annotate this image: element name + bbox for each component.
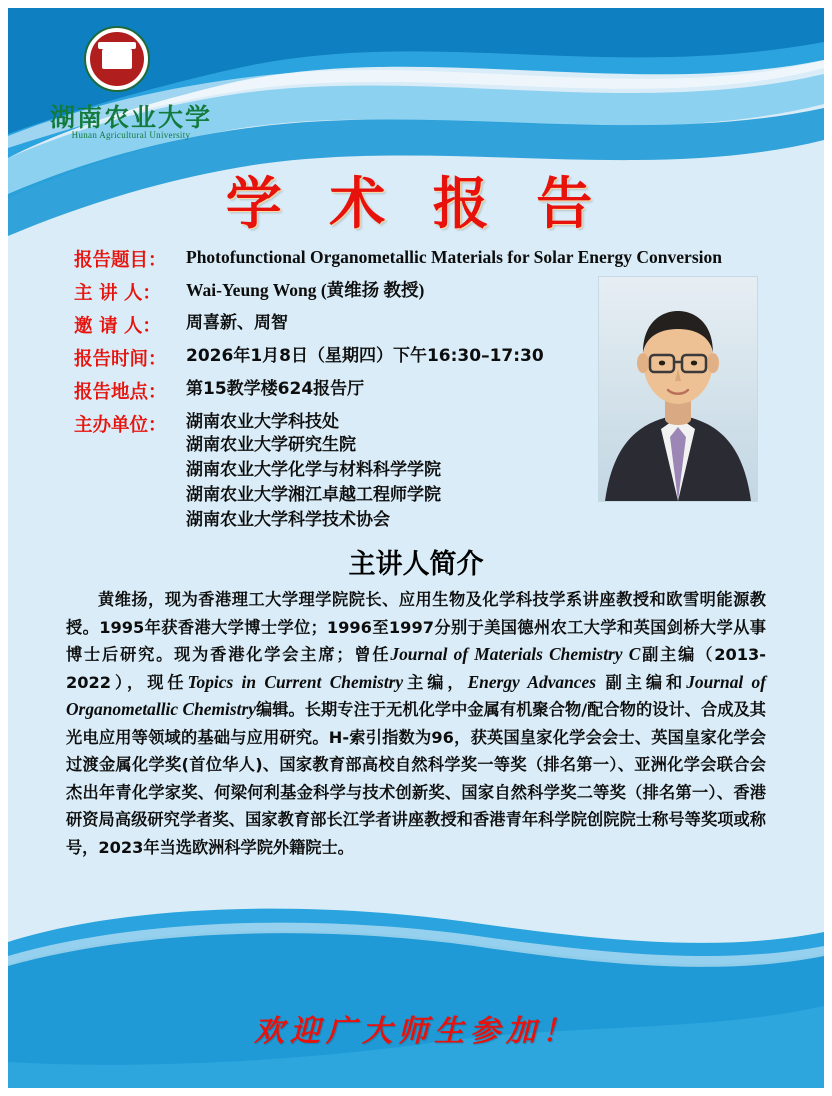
organizer-item: 湖南农业大学科技处 bbox=[186, 412, 339, 432]
university-logo bbox=[36, 26, 226, 151]
bio-journal-name: Energy Advances bbox=[467, 671, 596, 692]
university-seal-icon bbox=[84, 26, 150, 92]
organizer-item: 湖南农业大学研究生院 bbox=[186, 435, 356, 455]
info-value-topic: Photofunctional Organometallic Materials for Solar Energy Conversion bbox=[186, 247, 722, 267]
bio-heading: 主讲人简介 bbox=[348, 549, 484, 580]
organizer-list bbox=[186, 411, 441, 533]
university-name-cn: 湖南农业大学 bbox=[49, 103, 212, 132]
organizer-item: 湖南农业大学科学技术协会 bbox=[186, 510, 390, 530]
info-label-organizer: 主办单位： bbox=[74, 415, 167, 436]
organizer-item: 湖南农业大学化学与材料科学学院 bbox=[186, 460, 441, 480]
footer-banner bbox=[8, 856, 824, 1088]
info-label-venue: 报告地点： bbox=[74, 382, 167, 403]
speaker-portrait bbox=[598, 276, 758, 502]
organizer-item: 湖南农业大学湘江卓越工程师学院 bbox=[186, 485, 441, 505]
info-row-topic bbox=[74, 246, 774, 272]
bio-journal-name: Journal of Materials Chemistry C bbox=[390, 644, 641, 664]
poster-inner bbox=[8, 8, 824, 1088]
info-label-time: 报告时间： bbox=[74, 349, 167, 370]
info-value-inviter: 周喜新、周智 bbox=[186, 313, 288, 333]
info-label-inviter: 邀 请 人： bbox=[74, 316, 161, 337]
bio-journal-name: Topics in Current Chemistry bbox=[187, 671, 404, 692]
university-name-en: Hunan Agricultural University bbox=[71, 130, 191, 140]
info-label-topic: 报告题目： bbox=[74, 250, 167, 271]
page-title: 学 术 报 告 bbox=[225, 172, 607, 237]
info-value-venue: 第15教学楼624报告厅 bbox=[186, 379, 365, 399]
info-value-speaker: Wai-Yeung Wong (黄维扬 教授) bbox=[186, 280, 425, 300]
info-label-speaker: 主 讲 人： bbox=[74, 283, 161, 304]
info-value-time: 2026年1月8日（星期四）下午16:30–17:30 bbox=[186, 346, 544, 366]
bio-body: 黄维扬，现为香港理工大学理学院院长、应用生物及化学科技学系讲座教授和欧雪明能源教授。1995年获香港大学博士学位；1996至1997分别于美国德州农工大学和英国剑桥大学从事博士后研究。现为香港化学会主席；曾任Journal of Materials Chemistry C副主编（2013-2022），现任Topics in Current Chemistry主编，Energy Advances 副主编和Journal of Organometallic Chemistry编辑。长期专注于无机化学中金属有机聚合物/配合物的设计、合成及其光电应用等领域的基础与应用研究。H-索引指数为96，获英国皇家化学会会士、英国皇家化学会过渡金属化学奖(首位华人)、国家教育部高校自然科学奖一等奖（排名第一）、亚洲化学会联合会杰出年青化学家奖、何梁何利基金科学与技术创新奖、国家自然科学奖二等奖（排名第一）、香港研资局高级研究学者奖、国家教育部长江学者讲座教授和香港青年科学院创院院士称号等奖项或称号，2023年当选欧洲科学院外籍院士。 bbox=[66, 590, 767, 857]
welcome-message: 欢迎广大师生参加！ bbox=[254, 1014, 578, 1049]
bio-journal-name: Journal of Organometallic Chemistry bbox=[66, 671, 767, 719]
